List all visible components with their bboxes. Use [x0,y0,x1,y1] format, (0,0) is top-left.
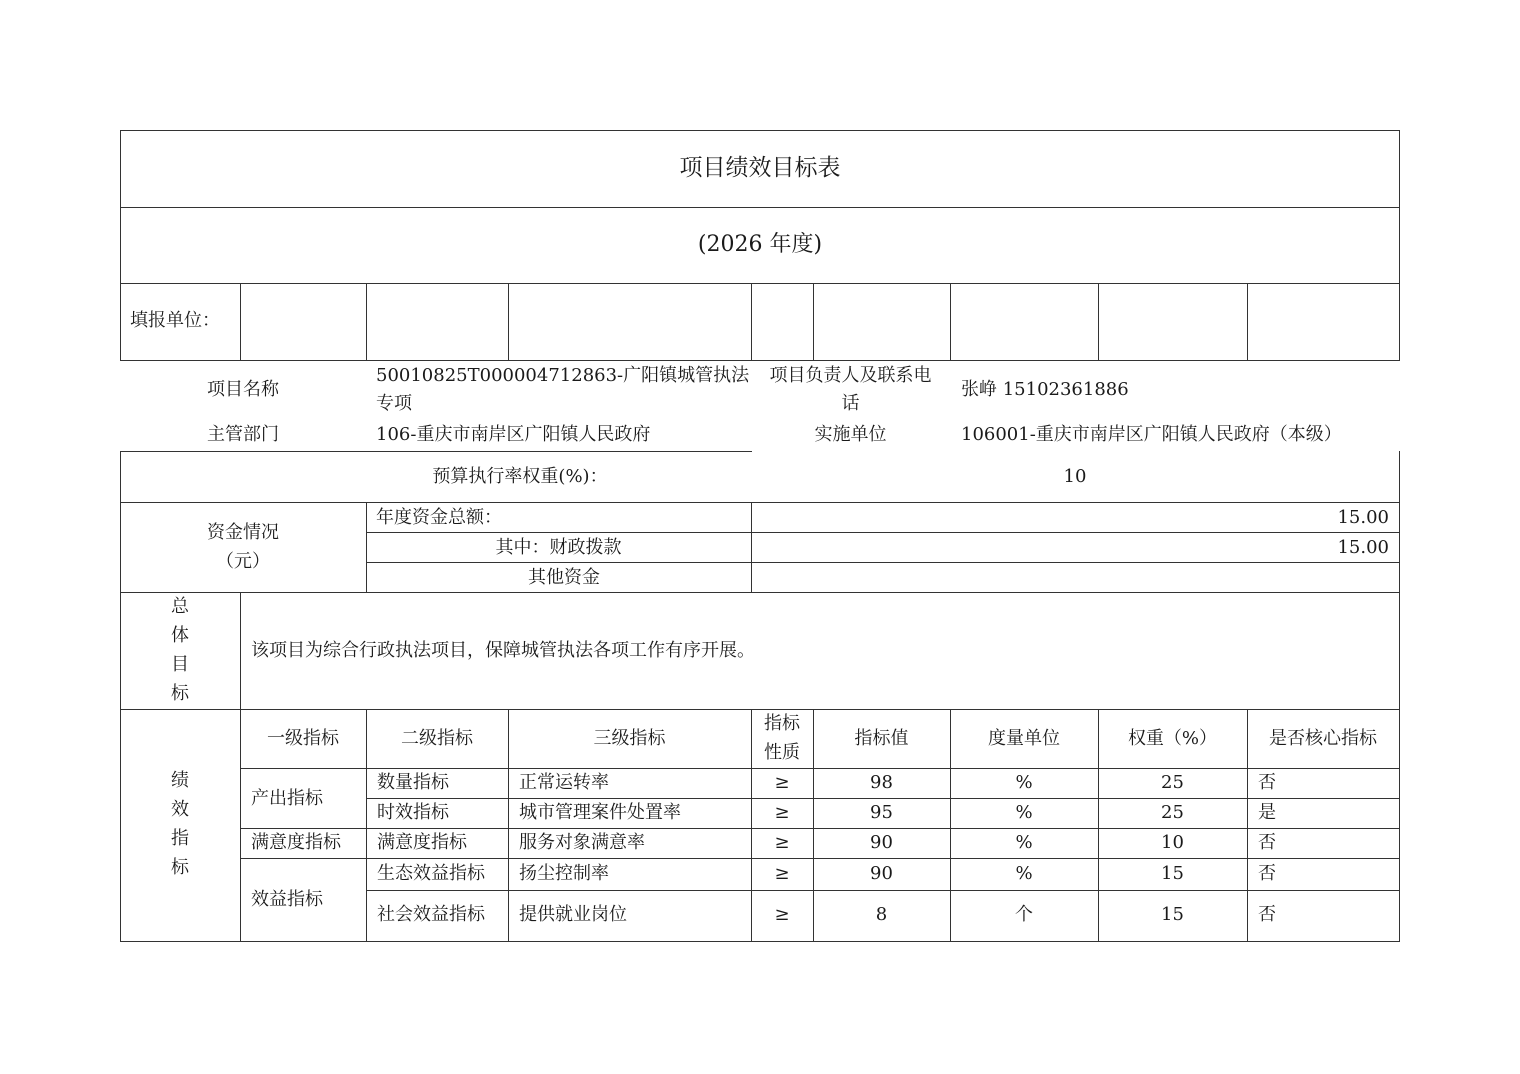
funds-fiscal-value: 15.00 [1337,537,1389,558]
funds-total-value: 15.00 [1337,507,1389,528]
goal-label-char: 目 [171,654,189,675]
impl-unit-value: 106001-重庆市南岸区广阳镇人民政府（本级） [961,424,1342,445]
cell-value: 95 [870,802,893,823]
perf-label-char: 标 [171,857,189,878]
funds-other-label: 其他资金 [528,567,600,588]
cell-value: 8 [875,904,888,925]
cell-nature: ≥ [774,802,790,823]
cell-value: 98 [870,772,893,793]
funds-label-line1: 资金情况 [207,522,279,543]
cell-weight: 15 [1161,904,1184,925]
project-leader-label-line2: 话 [841,393,860,414]
year-subtitle: (2026 年度) [697,232,823,257]
cell-level2: 满意度指标 [377,832,467,853]
cell-level2: 时效指标 [377,802,449,823]
cell-value: 90 [870,832,893,853]
perf-label-char: 绩 [171,770,189,791]
cell-core: 否 [1258,904,1276,925]
cell-nature: ≥ [774,772,790,793]
cell-level3: 正常运转率 [519,772,609,793]
budget-rate-value: 10 [1063,466,1087,487]
project-leader-value: 张峥 15102361886 [961,379,1129,400]
cell-level2: 数量指标 [377,772,449,793]
cell-unit: % [1015,832,1033,853]
cell-level3: 服务对象满意率 [519,832,645,853]
group-level1: 满意度指标 [251,832,341,853]
funds-label-line2: （元） [216,551,270,572]
cell-nature: ≥ [774,863,790,884]
header-level3: 三级指标 [593,728,666,749]
cell-core: 否 [1258,772,1276,793]
goal-text: 该项目为综合行政执法项目，保障城管执法各项工作有序开展。 [251,640,755,661]
goal-label-char: 标 [171,683,189,704]
project-name-value-line1: 50010825T000004712863-广阳镇城管执法 [376,365,750,386]
funds-fiscal-label: 其中：财政拨款 [495,537,622,558]
header-level1: 一级指标 [267,728,339,749]
cell-value: 90 [870,863,893,884]
cell-unit: % [1015,802,1033,823]
filler-unit-label: 填报单位： [130,310,220,331]
cell-core: 否 [1258,863,1276,884]
cell-weight: 15 [1161,863,1184,884]
dept-value: 106-重庆市南岸区广阳镇人民政府 [376,424,651,445]
cell-nature: ≥ [774,832,790,853]
cell-level3: 城市管理案件处置率 [519,802,681,823]
group-level1: 产出指标 [251,788,323,809]
cell-core: 是 [1258,802,1276,823]
cell-unit: % [1015,772,1033,793]
cell-weight: 25 [1161,802,1184,823]
goal-label-char: 体 [171,625,189,646]
page-title: 项目绩效目标表 [679,155,841,181]
cell-level3: 提供就业岗位 [519,904,627,925]
cell-nature: ≥ [774,904,790,925]
project-name-label: 项目名称 [207,379,279,400]
dept-label: 主管部门 [207,424,279,445]
header-weight: 权重（%） [1127,728,1218,749]
group-level1: 效益指标 [251,889,323,910]
cell-core: 否 [1258,832,1276,853]
cell-unit: 个 [1015,904,1033,925]
budget-rate-label: 预算执行率权重(%)： [432,466,608,487]
perf-label-char: 效 [171,799,189,820]
cell-level2: 社会效益指标 [377,904,485,925]
funds-total-label: 年度资金总额： [376,507,502,528]
header-value: 指标值 [854,728,909,749]
cell-weight: 10 [1161,832,1184,853]
header-unit: 度量单位 [988,728,1060,749]
impl-unit-label: 实施单位 [814,424,887,445]
header-nature-line1: 指标 [764,713,800,734]
header-level2: 二级指标 [401,728,473,749]
header-core: 是否核心指标 [1269,728,1377,749]
project-name-value-line2: 专项 [376,393,412,414]
cell-level3: 扬尘控制率 [519,863,609,884]
header-nature-line2: 性质 [764,742,800,763]
goal-label-char: 总 [171,596,189,617]
cell-weight: 25 [1161,772,1184,793]
perf-label-char: 指 [171,828,189,849]
cell-level2: 生态效益指标 [377,863,485,884]
project-leader-label-line1: 项目负责人及联系电 [769,365,932,386]
cell-unit: % [1015,863,1033,884]
